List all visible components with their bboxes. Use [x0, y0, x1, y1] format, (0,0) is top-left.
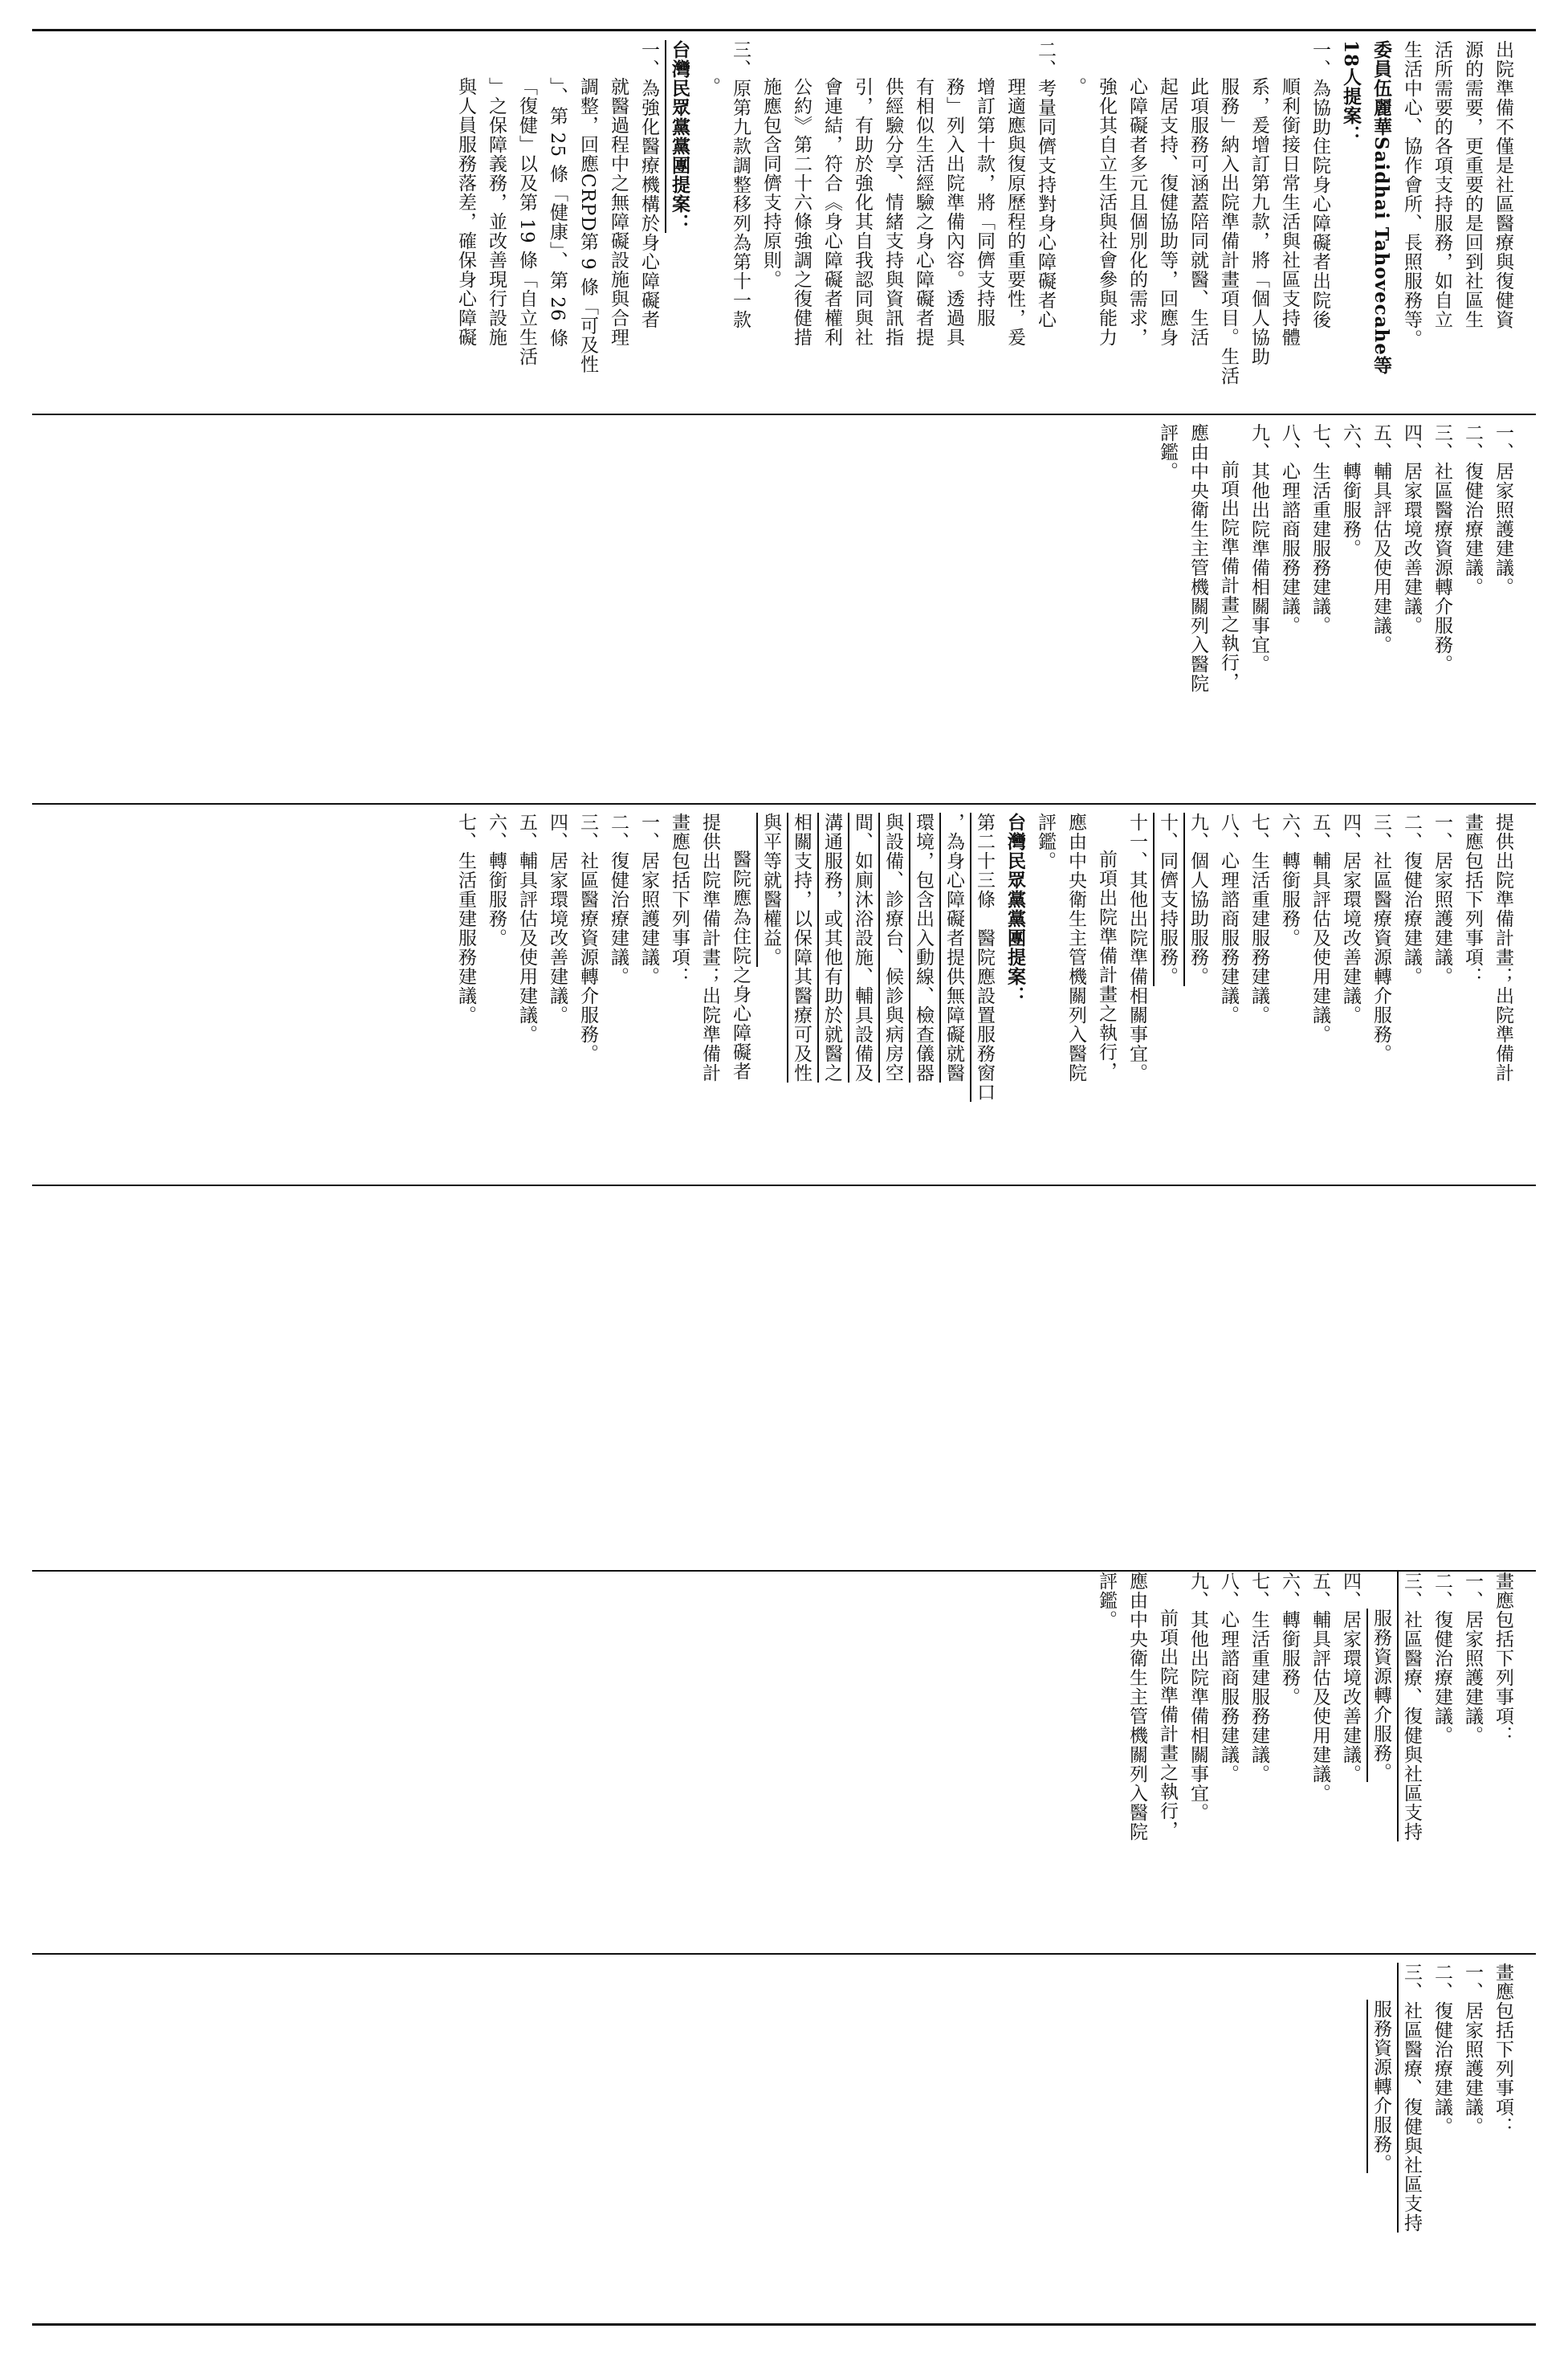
- list-item: 一、居家照護建議。: [1432, 813, 1452, 986]
- list-item: 七、生活重建服務建議。: [1248, 813, 1269, 1025]
- list-item: 九、其他出院準備相關事宜。: [1187, 1572, 1208, 1822]
- amended-list-item: 九、個人協助服務。: [1187, 813, 1208, 986]
- text-line: 有相似生活經驗之身心障礙者提: [913, 77, 934, 347]
- text-line: 應由中央衛生主管機關列入醫院: [1126, 1572, 1147, 1841]
- list-item: 五、輔具評估及使用建議。: [1309, 1572, 1330, 1803]
- list-item: 四、居家環境改善建議。: [1340, 813, 1361, 1025]
- amendment-explanation-column: [32, 32, 1536, 414]
- proposer-heading: 18人提案：: [1340, 40, 1362, 145]
- proposed-article-column-c: [32, 1955, 1536, 2323]
- text-line: 提供出院準備計畫；出院準備計: [1493, 813, 1513, 1083]
- proposer-heading: 台灣民眾黨黨團提案：: [1004, 813, 1026, 1005]
- amended-list-item: 服務資源轉介服務。: [1370, 1609, 1391, 1782]
- text-line: 畫應包括下列事項：: [1462, 813, 1483, 986]
- list-item: 八、心理諮商服務建議。: [1218, 813, 1239, 1025]
- text-line: 一、為協助住院身心障礙者出院後: [1309, 40, 1330, 329]
- text-line: 評鑑。: [1035, 813, 1056, 871]
- text-line: 」之保障義務，並改善現行設施: [486, 77, 507, 347]
- text-line: 畫應包括下列事項：: [669, 813, 690, 986]
- list-item: 一、居家照護建議。: [638, 813, 659, 986]
- text-line: 與人員服務落差，確保身心障礙: [455, 77, 476, 347]
- text-line: 評鑑。: [1096, 1572, 1117, 1629]
- text-line: 提供出院準備計畫；出院準備計: [699, 813, 720, 1083]
- list-item: 六、轉銜服務。: [1279, 813, 1300, 948]
- list-item: 四、居家環境改善建議。: [1401, 423, 1422, 635]
- current-law-column: [32, 415, 1536, 803]
- text-line: 源的需要，更重要的是回到社區生: [1462, 40, 1483, 329]
- text-line: 增訂第十款，將「同儕支持服: [974, 77, 995, 328]
- list-item: 五、輔具評估及使用建議。: [1370, 423, 1391, 655]
- amended-text-line: 相關支持，以保障其醫療可及性: [791, 813, 812, 1083]
- text-line: 出院準備不僅是社區醫療與復健資: [1493, 40, 1513, 329]
- text-line: 。: [699, 77, 720, 96]
- list-item: 一、居家照護建議。: [1493, 423, 1513, 597]
- text-line: 一、為強化醫療機構於身心障礙者: [638, 40, 659, 329]
- text-line: 二、考量同儕支持對身心障礙者心: [1035, 40, 1056, 329]
- bottom-rule: [32, 2323, 1536, 2326]
- list-item: 二、復健治療建議。: [608, 813, 629, 986]
- amended-text-line: 與設備、診療台、候診與病房空: [882, 813, 903, 1083]
- list-item: 三、社區醫療資源轉介服務。: [1432, 423, 1452, 674]
- text-line: 施應包含同儕支持原則。: [760, 77, 781, 289]
- text-line: 應由中央衛生主管機關列入醫院: [1065, 813, 1086, 1083]
- text-line: 。: [1065, 77, 1086, 96]
- row-divider: [32, 1570, 1536, 1572]
- amended-text-line: 環境，包含出入動線、檢查儀器: [913, 813, 934, 1083]
- list-item: 八、心理諮商服務建議。: [1218, 1572, 1239, 1784]
- text-line: 生活中心、協作會所、長照服務等。: [1401, 40, 1422, 349]
- text-line: 醫院應為住院之身心障礙者: [730, 850, 751, 1081]
- proposer-heading: 委員伍麗華Saidhai Tahovecahe等: [1370, 40, 1392, 375]
- text-line: 「復健」以及第 19 條「自立生活: [516, 77, 537, 366]
- list-item: 四、居家環境改善建議。: [1340, 1572, 1361, 1784]
- text-line: 前項出院準備計畫之執行，: [1096, 850, 1117, 1081]
- top-rule: [32, 29, 1536, 31]
- text-line: 心障礙者多元且個別化的需求，: [1126, 77, 1147, 347]
- list-item: 四、居家環境改善建議。: [547, 813, 568, 1025]
- amended-text-line: 第二十三條 醫院應設置服務窗口: [974, 813, 995, 1102]
- list-item: 二、復健治療建議。: [1401, 813, 1422, 986]
- text-line: 系，爰增訂第九款，將「個人協助: [1248, 77, 1269, 366]
- text-line: 此項服務可涵蓋陪同就醫、生活: [1187, 77, 1208, 347]
- text-line: 三、原第九款調整移列為第十一款: [730, 40, 751, 329]
- text-line: 就醫過程中之無障礙設施與合理: [608, 77, 629, 347]
- amended-list-item: 三、社區醫療、復健與社區支持: [1401, 1963, 1422, 2233]
- text-line: 引，有助於強化其自我認同與社: [852, 77, 873, 347]
- list-item: 三、社區醫療資源轉介服務。: [1370, 813, 1391, 1063]
- list-item: 六、轉銜服務。: [1279, 1572, 1300, 1707]
- text-line: 前項出院準備計畫之執行，: [1218, 460, 1239, 691]
- text-line: 」、第 25 條「健康」、第 26 條: [547, 77, 568, 348]
- text-line: 強化其自立生活與社會參與能力: [1096, 77, 1117, 347]
- text-line: 畫應包括下列事項：: [1493, 1572, 1513, 1745]
- list-item: 二、復健治療建議。: [1432, 1963, 1452, 2136]
- text-line: 服務」納入出院準備計畫項目。生活: [1218, 77, 1239, 385]
- text-line: 活所需要的各項支持服務，如自立: [1432, 40, 1452, 329]
- text-line: 理適應與復原歷程的重要性，爰: [1004, 77, 1025, 347]
- text-line: 評鑑。: [1157, 423, 1178, 481]
- list-item: 八、心理諮商服務建議。: [1279, 423, 1300, 635]
- amended-text-line: 與平等就醫權益。: [760, 813, 781, 967]
- list-item: 七、生活重建服務建議。: [455, 813, 476, 1025]
- proposed-article-column: [32, 805, 1536, 1185]
- amended-list-item: 服務資源轉介服務。: [1370, 2000, 1391, 2173]
- text-line: 會連結，符合《身心障礙者權利: [821, 77, 842, 347]
- proposer-heading: 台灣民眾黨黨團提案：: [669, 40, 690, 233]
- list-item: 三、社區醫療資源轉介服務。: [577, 813, 598, 1063]
- amended-text-line: ，為身心障礙者提供無障礙就醫: [943, 813, 964, 1083]
- text-line: 供經驗分享、情緒支持與資訊指: [882, 77, 903, 347]
- list-item: 十一、其他出院準備相關事宜。: [1126, 813, 1147, 1083]
- text-line: 調整，回應CRPD第 9 條「可及性: [577, 77, 598, 374]
- text-line: 起居支持、復健協助等，回應身: [1157, 77, 1178, 347]
- text-line: 務」列入出院準備內容。透過具: [943, 77, 964, 347]
- text-line: 應由中央衛生主管機關列入醫院: [1187, 423, 1208, 693]
- list-item: 七、生活重建服務建議。: [1248, 1572, 1269, 1784]
- list-item: 一、居家照護建議。: [1462, 1963, 1483, 2136]
- list-item: 二、復健治療建議。: [1462, 423, 1483, 597]
- amended-text-line: 溝通服務，或其他有助於就醫之: [821, 813, 842, 1083]
- amended-list-item: 三、社區醫療、復健與社區支持: [1401, 1572, 1422, 1841]
- text-line: 順利銜接日常生活與社區支持體: [1279, 77, 1300, 347]
- list-item: 六、轉銜服務。: [486, 813, 507, 948]
- text-line: 畫應包括下列事項：: [1493, 1963, 1513, 2136]
- list-item: 六、轉銜服務。: [1340, 423, 1361, 558]
- list-item: 二、復健治療建議。: [1432, 1572, 1452, 1745]
- text-line: 前項出院準備計畫之執行，: [1157, 1609, 1178, 1840]
- amended-text-line: 間、如廁沐浴設施、輔具設備及: [852, 813, 873, 1083]
- list-item: 五、輔具評估及使用建議。: [1309, 813, 1330, 1044]
- amended-list-item: 十、同儕支持服務。: [1157, 813, 1178, 986]
- list-item: 一、居家照護建議。: [1462, 1572, 1483, 1745]
- list-item: 九、其他出院準備相關事宜。: [1248, 423, 1269, 674]
- text-line: 公約》第二十六條強調之復健措: [791, 77, 812, 347]
- list-item: 五、輔具評估及使用建議。: [516, 813, 537, 1044]
- list-item: 七、生活重建服務建議。: [1309, 423, 1330, 635]
